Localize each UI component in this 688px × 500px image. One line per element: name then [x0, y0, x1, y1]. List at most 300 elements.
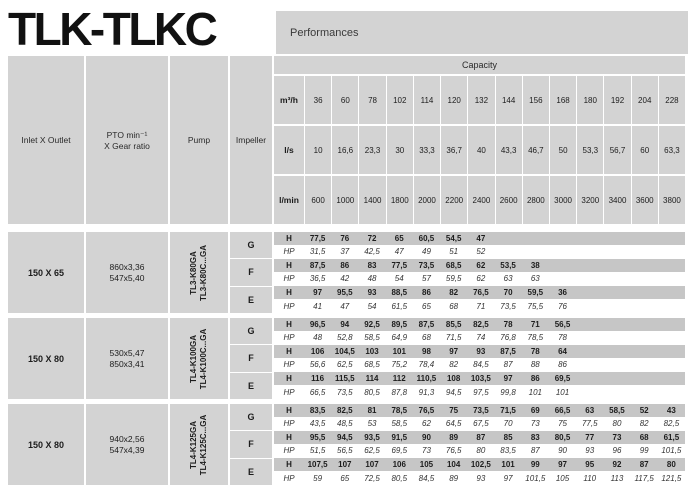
value-cell: 107,5	[307, 459, 328, 469]
value-cell: 69	[530, 405, 540, 415]
value-cell: 104,5	[334, 346, 355, 356]
value-cell: 58,5	[391, 419, 408, 429]
header-pto-gear-ratio	[86, 56, 168, 224]
capacity-value: 78	[359, 76, 385, 124]
value-cell: 61,5	[391, 301, 408, 311]
inlet-outlet-cell: 150 X 65	[8, 232, 84, 313]
value-cell: 78,5	[527, 333, 544, 343]
pump-name-line: TL4-K100C...GA	[199, 328, 208, 389]
value-cell: 75,2	[391, 360, 408, 370]
pto-gear-ratio-cell	[86, 404, 168, 485]
row-label: H	[286, 287, 292, 297]
value-cell: 77,5	[309, 233, 326, 243]
value-cell: 92	[612, 459, 622, 469]
value-cell: 107	[338, 459, 352, 469]
capacity-value: 43,3	[496, 126, 522, 174]
value-cell: 103,5	[470, 373, 491, 383]
value-cell: 52	[639, 405, 649, 415]
value-cell: 43	[666, 405, 676, 415]
value-cell: 77,5	[391, 260, 408, 270]
value-cell: 78	[530, 346, 540, 356]
hp-values-row	[274, 300, 685, 314]
value-cell: 70	[503, 419, 513, 429]
value-cell: 69,5	[391, 446, 408, 456]
value-cell: 70	[503, 287, 513, 297]
capacity-value: 60	[632, 126, 658, 174]
row-label: H	[286, 405, 292, 415]
value-cell: 56,5	[337, 446, 353, 456]
value-cell: 82,5	[663, 419, 680, 429]
value-cell: 86	[530, 373, 540, 383]
value-cell: 97	[503, 373, 513, 383]
value-cell: 83,5	[500, 446, 516, 456]
pto-line: 940x2,56	[109, 433, 145, 444]
capacity-value: 1800	[387, 176, 413, 224]
head-values-row	[274, 431, 685, 445]
value-cell: 51	[449, 247, 459, 257]
row-label: HP	[283, 446, 295, 456]
value-cell: 87	[530, 446, 540, 456]
capacity-value: 16,6	[332, 126, 358, 174]
value-cell: 78,4	[418, 360, 435, 370]
pump-group	[8, 404, 685, 485]
value-cell: 48	[367, 274, 377, 284]
impeller-label: G	[230, 232, 272, 258]
value-cell: 42	[340, 274, 350, 284]
value-cell: 73	[422, 446, 431, 456]
impeller-label: E	[230, 373, 272, 399]
value-cell: 99	[530, 459, 540, 469]
capacity-value: 192	[604, 76, 630, 124]
value-cell: 87	[503, 360, 513, 370]
value-cell: 58,5	[364, 333, 380, 343]
pump-name-line: TL4-K125C...GA	[199, 414, 208, 475]
row-label: H	[286, 233, 292, 243]
head-values-row	[274, 458, 685, 472]
value-cell: 94	[340, 319, 350, 329]
head-values-row	[274, 286, 685, 300]
value-cell: 87,5	[418, 319, 435, 329]
value-cell: 80	[476, 446, 486, 456]
value-cell: 93	[476, 346, 486, 356]
value-cell: 48,5	[337, 419, 353, 429]
pto-line: 530x5,47	[109, 347, 145, 358]
capacity-value: 144	[496, 76, 522, 124]
performances-bar	[276, 11, 688, 54]
pump-cell	[170, 232, 228, 313]
value-cell: 110,5	[416, 373, 437, 383]
value-cell: 83	[367, 260, 377, 270]
value-cell: 73,5	[500, 301, 516, 311]
head-values-row	[274, 404, 685, 418]
value-cell: 74	[476, 333, 486, 343]
pto-line: 850x3,41	[109, 358, 145, 369]
capacity-value: 168	[550, 76, 576, 124]
value-cell: 82	[449, 360, 459, 370]
value-cell: 98	[422, 346, 431, 356]
value-cell: 72	[367, 233, 377, 243]
value-cell: 62	[422, 419, 431, 429]
value-cell: 71,5	[445, 333, 462, 343]
value-cell: 71,5	[500, 405, 516, 415]
head-values-row	[274, 345, 685, 359]
value-cell: 117,5	[634, 473, 654, 483]
value-cell: 61,5	[663, 432, 680, 442]
header-impeller: Impeller	[230, 56, 272, 224]
pump-cell	[170, 318, 228, 399]
capacity-value: 3200	[577, 176, 603, 224]
value-cell: 93	[585, 446, 595, 456]
value-cell: 97	[503, 473, 513, 483]
value-cell: 89	[449, 473, 459, 483]
value-cell: 76,5	[418, 405, 435, 415]
header-pto-line1: PTO min⁻¹	[106, 129, 148, 140]
value-cell: 95,5	[337, 287, 353, 297]
capacity-value: 120	[441, 76, 467, 124]
capacity-value: 3800	[659, 176, 685, 224]
value-cell: 54,5	[445, 233, 462, 243]
row-label: H	[286, 459, 292, 469]
value-cell: 48	[313, 333, 323, 343]
pump-group	[8, 318, 685, 399]
pump-name-line: TL3-K80C...GA	[199, 244, 208, 301]
value-cell: 36,5	[309, 274, 326, 284]
value-cell: 53,5	[500, 260, 516, 270]
value-cell: 94,5	[445, 387, 462, 397]
value-cell: 62,5	[337, 360, 353, 370]
value-cell: 78	[558, 333, 567, 343]
value-cell: 94,5	[337, 432, 353, 442]
value-cell: 37	[340, 247, 350, 257]
impeller-label: G	[230, 318, 272, 344]
value-cell: 65	[340, 473, 350, 483]
value-cell: 76	[340, 233, 350, 243]
page-title: TLK-TLKC	[8, 3, 216, 55]
capacity-value: 63,3	[659, 126, 685, 174]
value-cell: 65	[422, 301, 431, 311]
value-cell: 82	[639, 419, 649, 429]
value-cell: 58,5	[609, 405, 625, 415]
value-cell: 88,5	[391, 287, 408, 297]
value-cell: 86	[422, 287, 431, 297]
value-cell: 71	[530, 319, 540, 329]
value-cell: 76,5	[445, 446, 462, 456]
value-cell: 108	[446, 373, 461, 383]
value-cell: 96	[612, 446, 622, 456]
value-cell: 67,5	[473, 419, 489, 429]
value-cell: 77	[585, 432, 595, 442]
value-cell: 99,8	[500, 387, 516, 397]
capacity-unit-label: l/min	[274, 176, 304, 224]
page-header	[0, 0, 688, 56]
pump-name-rotated	[189, 328, 209, 388]
value-cell: 106	[392, 459, 406, 469]
value-cell: 87,8	[391, 387, 408, 397]
value-cell: 60,5	[418, 233, 435, 243]
inlet-outlet-cell: 150 X 80	[8, 318, 84, 399]
pto-line: 547x4,39	[109, 444, 145, 455]
value-cell: 42,5	[364, 247, 380, 257]
value-cell: 112	[392, 373, 406, 383]
capacity-value: 40	[468, 126, 494, 174]
table-header	[8, 56, 685, 224]
capacity-value: 53,3	[577, 126, 603, 174]
value-cell: 47	[340, 301, 350, 311]
impeller-label: E	[230, 459, 272, 485]
impeller-label: F	[230, 259, 272, 285]
value-cell: 101	[392, 346, 406, 356]
row-label: H	[286, 432, 292, 442]
capacity-value: 2400	[468, 176, 494, 224]
value-cell: 73	[612, 432, 622, 442]
value-cell: 59	[313, 473, 323, 483]
row-label: HP	[283, 333, 295, 343]
capacity-value: 60	[332, 76, 358, 124]
capacity-block	[274, 56, 685, 224]
capacity-unit-rows	[274, 76, 685, 224]
capacity-value: 156	[523, 76, 549, 124]
head-values-row	[274, 259, 685, 273]
capacity-value: 30	[387, 126, 413, 174]
pump-name-line: TL4-K100GA	[189, 334, 198, 383]
value-cell: 84,5	[418, 473, 435, 483]
value-cell: 105	[419, 459, 434, 469]
performance-table	[8, 56, 685, 485]
value-cell: 95,5	[309, 432, 326, 442]
capacity-value: 2600	[496, 176, 522, 224]
value-cell: 107	[365, 459, 379, 469]
value-cell: 59,5	[445, 274, 462, 284]
value-cell: 103	[365, 346, 379, 356]
value-cell: 83	[530, 432, 540, 442]
value-cell: 101	[501, 459, 515, 469]
capacity-value: 2200	[441, 176, 467, 224]
value-cell: 97	[449, 346, 459, 356]
value-cell: 75,5	[527, 301, 544, 311]
pto-gear-ratio-cell	[86, 232, 168, 313]
impeller-column	[230, 318, 272, 399]
row-label: H	[286, 319, 292, 329]
capacity-value: 600	[305, 176, 331, 224]
value-cell: 105	[555, 473, 570, 483]
row-label: H	[286, 260, 292, 270]
value-cell: 47	[476, 233, 486, 243]
pto-line: 547x5,40	[109, 272, 145, 283]
capacity-value: 46,7	[523, 126, 549, 174]
group-data	[274, 232, 685, 313]
value-cell: 87,5	[309, 260, 326, 270]
row-label: HP	[283, 360, 295, 370]
pump-cell	[170, 404, 228, 485]
value-cell: 76,8	[500, 333, 516, 343]
row-label: HP	[283, 419, 295, 429]
value-cell: 31,5	[309, 247, 326, 257]
value-cell: 68	[449, 301, 459, 311]
row-label: HP	[283, 473, 295, 483]
capacity-value: 132	[468, 76, 494, 124]
hp-values-row	[274, 359, 685, 373]
value-cell: 80	[612, 419, 622, 429]
header-capacity: Capacity	[274, 56, 685, 74]
capacity-value: 33,3	[414, 126, 440, 174]
value-cell: 97	[313, 287, 323, 297]
value-cell: 52	[476, 247, 486, 257]
capacity-value: 102	[387, 76, 413, 124]
value-cell: 43,5	[309, 419, 326, 429]
capacity-unit-label: l/s	[274, 126, 304, 174]
value-cell: 53	[367, 419, 377, 429]
value-cell: 97	[558, 459, 567, 469]
value-cell: 87,5	[500, 346, 516, 356]
group-data	[274, 318, 685, 399]
pump-name-line: TL3-K80GA	[189, 250, 198, 295]
capacity-value: 228	[659, 76, 685, 124]
value-cell: 91,3	[418, 387, 435, 397]
value-cell: 86	[558, 360, 567, 370]
value-cell: 63	[530, 274, 540, 284]
value-cell: 54	[367, 301, 377, 311]
table-body	[8, 232, 685, 485]
value-cell: 82,5	[337, 405, 353, 415]
hp-values-row	[274, 246, 685, 260]
value-cell: 73,5	[337, 387, 353, 397]
value-cell: 99	[639, 446, 649, 456]
value-cell: 49	[422, 247, 431, 257]
value-cell: 38	[530, 260, 540, 270]
value-cell: 82,5	[473, 319, 489, 329]
value-cell: 88	[530, 360, 540, 370]
value-cell: 101,5	[661, 446, 682, 456]
value-cell: 62,5	[364, 446, 380, 456]
group-data	[274, 404, 685, 485]
value-cell: 51,5	[309, 446, 326, 456]
hp-values-row	[274, 445, 685, 459]
value-cell: 63	[585, 405, 595, 415]
capacity-value: 3600	[632, 176, 658, 224]
capacity-value: 1000	[332, 176, 358, 224]
value-cell: 113	[610, 473, 624, 483]
capacity-row	[274, 126, 685, 174]
value-cell: 78	[503, 319, 513, 329]
value-cell: 91,5	[391, 432, 408, 442]
value-cell: 66,5	[309, 387, 326, 397]
pump-group	[8, 232, 685, 313]
value-cell: 41	[313, 301, 323, 311]
value-cell: 68	[639, 432, 649, 442]
row-label: HP	[283, 247, 295, 257]
value-cell: 85	[503, 432, 513, 442]
capacity-unit-label: m³/h	[274, 76, 304, 124]
pto-line: 860x3,36	[109, 261, 145, 272]
value-cell: 80,5	[391, 473, 408, 483]
capacity-value: 2800	[523, 176, 549, 224]
head-values-row	[274, 318, 685, 332]
value-cell: 90	[422, 432, 431, 442]
capacity-value: 56,7	[604, 126, 630, 174]
value-cell: 83,5	[309, 405, 326, 415]
value-cell: 62	[476, 260, 486, 270]
value-cell: 87	[639, 459, 649, 469]
value-cell: 68	[422, 333, 431, 343]
value-cell: 115,5	[335, 373, 355, 383]
capacity-value: 3400	[604, 176, 630, 224]
hp-values-row	[274, 418, 685, 432]
value-cell: 80,5	[364, 387, 380, 397]
value-cell: 80	[666, 459, 676, 469]
value-cell: 93	[367, 287, 377, 297]
value-cell: 62	[476, 274, 486, 284]
value-cell: 76	[558, 301, 567, 311]
header-pump: Pump	[170, 56, 228, 224]
row-label: H	[286, 346, 292, 356]
capacity-row	[274, 76, 685, 124]
impeller-label: G	[230, 404, 272, 430]
hp-values-row	[274, 273, 685, 287]
capacity-value: 23,3	[359, 126, 385, 174]
value-cell: 76,5	[473, 287, 489, 297]
value-cell: 89,5	[391, 319, 408, 329]
value-cell: 72,5	[364, 473, 380, 483]
value-cell: 36	[558, 287, 567, 297]
value-cell: 73	[530, 419, 540, 429]
value-cell: 63	[503, 274, 513, 284]
value-cell: 102,5	[470, 459, 491, 469]
value-cell: 66,5	[554, 405, 571, 415]
value-cell: 47	[394, 247, 404, 257]
value-cell: 52,8	[337, 333, 353, 343]
value-cell: 75	[558, 419, 567, 429]
capacity-value: 50	[550, 126, 576, 174]
value-cell: 86	[340, 260, 350, 270]
value-cell: 64	[558, 346, 567, 356]
value-cell: 78,5	[391, 405, 408, 415]
value-cell: 101,5	[525, 473, 546, 483]
capacity-value: 10	[305, 126, 331, 174]
value-cell: 80,5	[554, 432, 571, 442]
value-cell: 96,5	[309, 319, 326, 329]
row-label: HP	[283, 301, 295, 311]
impeller-label: F	[230, 345, 272, 371]
value-cell: 82	[449, 287, 459, 297]
value-cell: 110	[583, 473, 597, 483]
capacity-value: 1400	[359, 176, 385, 224]
value-cell: 65	[394, 233, 404, 243]
value-cell: 121,5	[661, 473, 682, 483]
value-cell: 106	[310, 346, 325, 356]
value-cell: 75	[449, 405, 459, 415]
performances-label: Performances	[290, 26, 359, 39]
row-label: HP	[283, 387, 295, 397]
impeller-column	[230, 404, 272, 485]
capacity-value: 114	[414, 76, 440, 124]
value-cell: 93,5	[364, 432, 380, 442]
header-inlet-outlet: Inlet X Outlet	[8, 56, 84, 224]
capacity-value: 180	[577, 76, 603, 124]
capacity-value: 3000	[550, 176, 576, 224]
hp-values-row	[274, 332, 685, 346]
value-cell: 92,5	[364, 319, 380, 329]
impeller-column	[230, 232, 272, 313]
value-cell: 95	[585, 459, 595, 469]
row-label: HP	[283, 274, 295, 284]
value-cell: 101	[555, 387, 570, 397]
value-cell: 104	[446, 459, 461, 469]
value-cell: 64,5	[445, 419, 462, 429]
value-cell: 85,5	[445, 319, 462, 329]
capacity-value: 2000	[414, 176, 440, 224]
value-cell: 64,9	[391, 333, 408, 343]
impeller-label: E	[230, 287, 272, 313]
